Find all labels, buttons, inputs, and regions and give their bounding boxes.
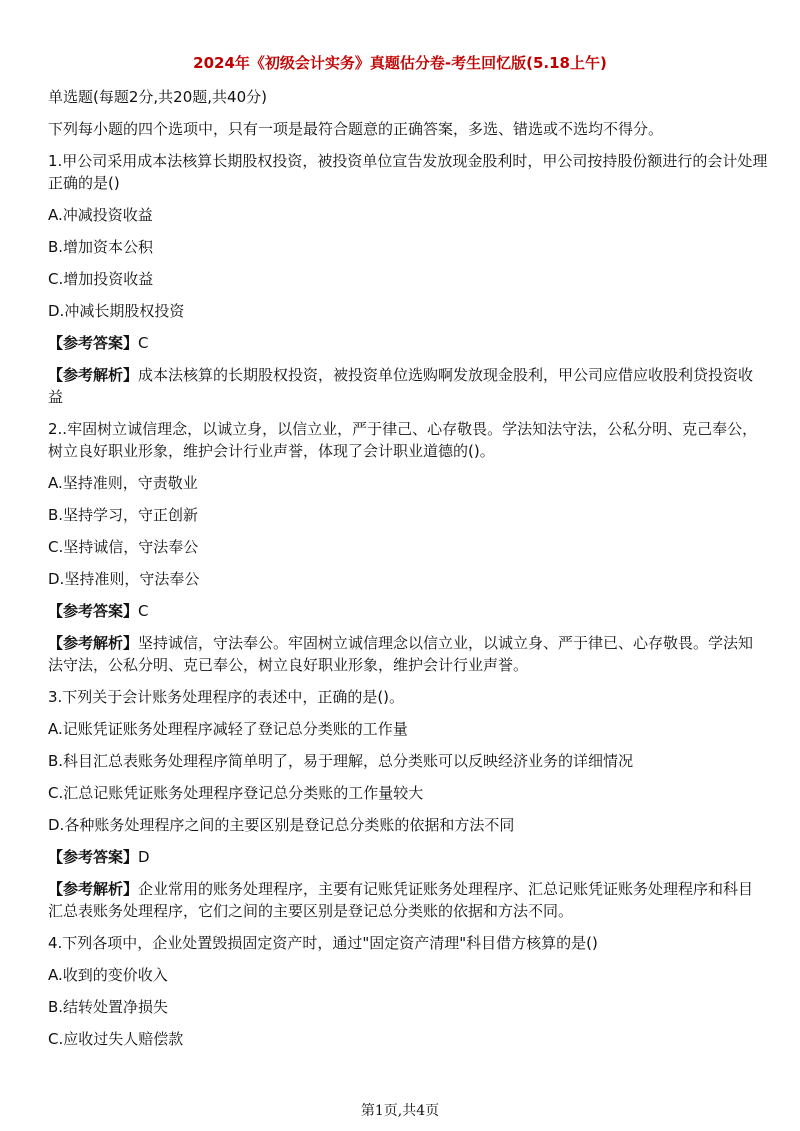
option-b: B.增加资本公积 <box>48 238 154 256</box>
option-c: C.增加投资收益 <box>48 270 154 288</box>
option-b: B.科目汇总表账务处理程序简单明了，易于理解，总分类账可以反映经济业务的详细情况 <box>48 752 634 770</box>
instructions: 下列每小题的四个选项中，只有一项是最符合题意的正确答案，多选、错选或不选均不得分。 <box>48 120 664 138</box>
option-d: D.冲减长期股权投资 <box>48 302 185 320</box>
option-c: C.应收过失人赔偿款 <box>48 1030 184 1048</box>
question-stem: 4.下列各项中，企业处置毁损固定资产时，通过"固定资产清理"科目借方核算的是() <box>48 934 598 952</box>
option-a: A.记账凭证账务处理程序减轻了登记总分类账的工作量 <box>48 720 408 738</box>
question-2 <box>48 418 768 676</box>
analysis-label: 【参考解析】 <box>48 880 139 898</box>
answer-label: 【参考答案】 <box>48 848 139 866</box>
option-c: C.坚持诚信，守法奉公 <box>48 538 199 556</box>
answer-line <box>48 600 768 622</box>
analysis-label: 【参考解析】 <box>48 366 139 384</box>
document-title: 2024年《初级会计实务》真题估分卷-考生回忆版(5.18上午) <box>193 54 607 72</box>
answer-value: D <box>138 848 150 866</box>
analysis-line <box>48 878 768 922</box>
question-3 <box>48 686 768 922</box>
answer-value: C <box>138 602 149 620</box>
question-stem: 3.下列关于会计账务处理程序的表述中，正确的是()。 <box>48 688 405 706</box>
answer-line <box>48 846 768 868</box>
question-stem: 2..牢固树立诚信理念，以诚立身，以信立业，严于律己、心存敬畏。学法知法守法，公私分明、克己奉公，树立良好职业形象，维护会计行业声誉，体现了会计职业道德的()。 <box>48 420 758 460</box>
question-1 <box>48 150 768 408</box>
option-c: C.汇总记账凭证账务处理程序登记总分类账的工作量较大 <box>48 784 424 802</box>
answer-label: 【参考答案】 <box>48 602 139 620</box>
option-b: B.坚持学习，守正创新 <box>48 506 199 524</box>
option-a: A.冲减投资收益 <box>48 206 153 224</box>
analysis-line <box>48 364 768 408</box>
option-a: A.收到的变价收入 <box>48 966 168 984</box>
document-body <box>48 86 768 1060</box>
option-d: D.坚持准则，守法奉公 <box>48 570 200 588</box>
option-b: B.结转处置净损失 <box>48 998 169 1016</box>
analysis-text: 企业常用的账务处理程序，主要有记账凭证账务处理程序、汇总记账凭证账务处理程序和科目汇总表账务处理程序，它们之间的主要区别是登记总分类账的依据和方法不同。 <box>48 880 754 920</box>
analysis-text: 成本法核算的长期股权投资，被投资单位选购啊发放现金股利，甲公司应借应收股利贷投资收益 <box>48 366 754 406</box>
analysis-text: 坚持诚信，守法奉公。牢固树立诚信理念以信立业，以诚立身、严于律已、心存敬畏。学法知法守法，公私分明、克已奉公，树立良好职业形象，维护会计行业声誉。 <box>48 634 754 674</box>
section-heading: 单选题(每题2分,共20题,共40分) <box>48 88 267 106</box>
answer-value: C <box>138 334 149 352</box>
analysis-label: 【参考解析】 <box>48 634 139 652</box>
question-stem: 1.甲公司采用成本法核算长期股权投资，被投资单位宣告发放现金股利时，甲公司按持股份额进行的会计处理正确的是() <box>48 152 768 192</box>
option-d: D.各种账务处理程序之间的主要区别是登记总分类账的依据和方法不同 <box>48 816 515 834</box>
question-4 <box>48 932 768 1050</box>
page-footer: 第1页,共4页 <box>360 1103 440 1119</box>
option-a: A.坚持准则，守责敬业 <box>48 474 198 492</box>
analysis-line <box>48 632 768 676</box>
answer-line <box>48 332 768 354</box>
answer-label: 【参考答案】 <box>48 334 139 352</box>
